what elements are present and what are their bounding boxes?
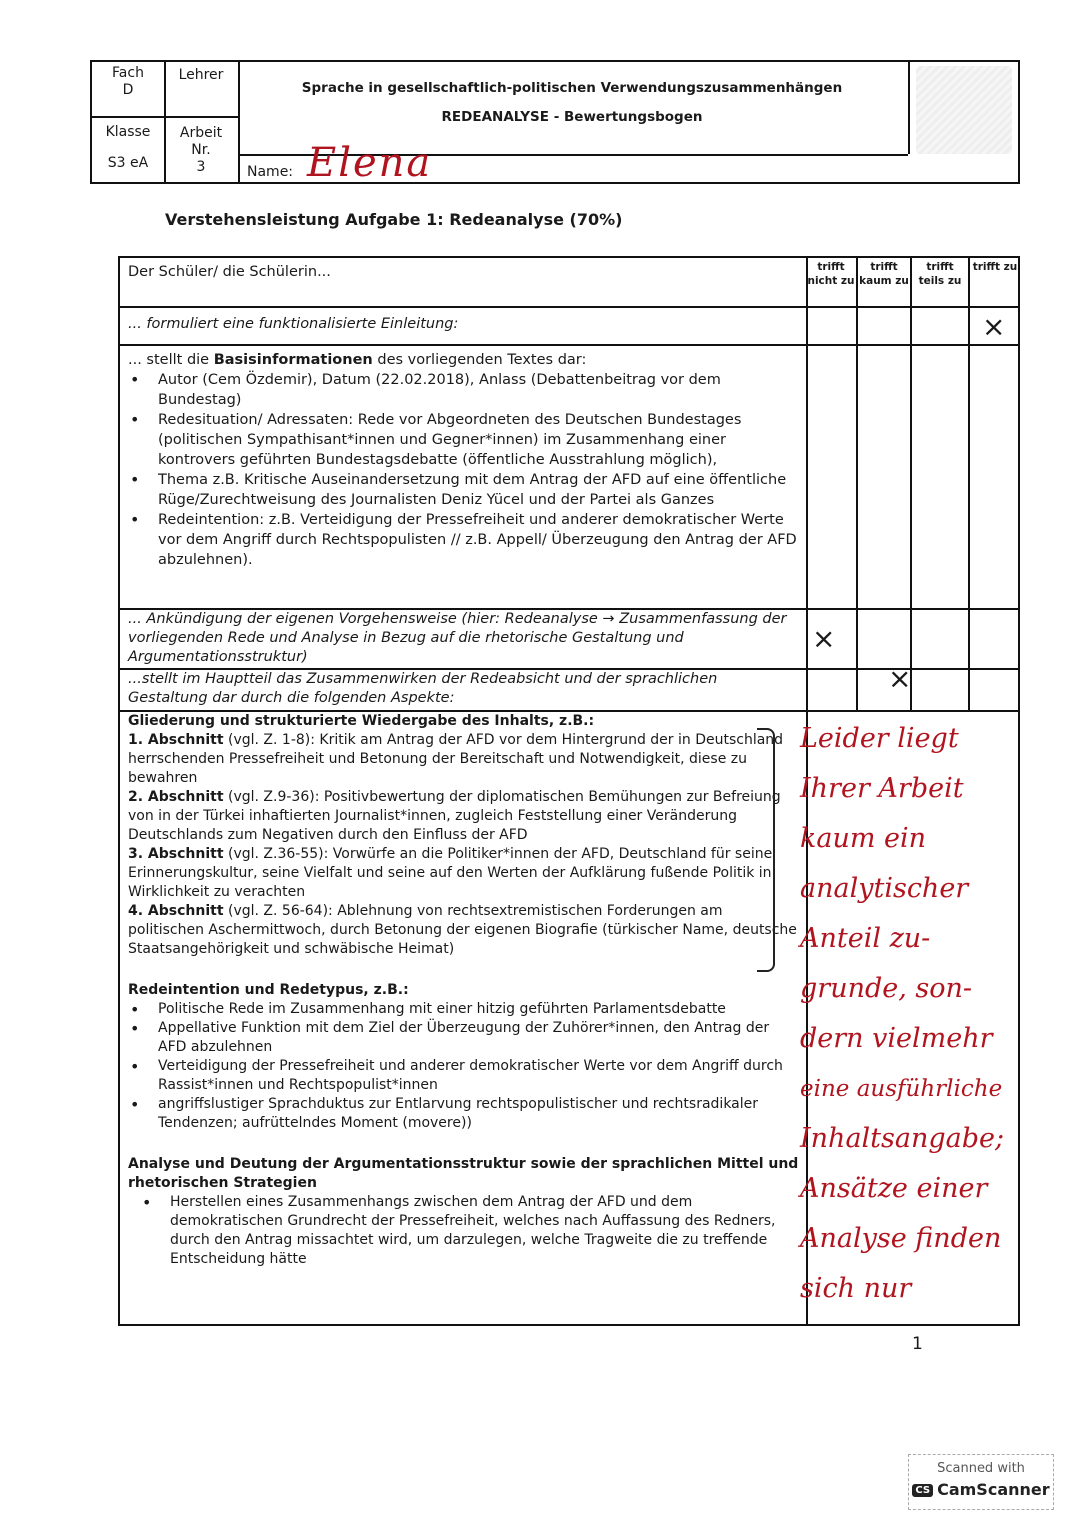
abschnitt-text: (vgl. Z. 1-8): Kritik am Antrag der AFD vor dem Hintergrund der in Deutschland herrschenden Pressefreiheit und Betonung der Bereitschaft und Notwendigkeit, diese zu bewahren <box>128 732 784 786</box>
lehrer-label: Lehrer <box>178 67 224 83</box>
fach-value: D <box>122 82 134 98</box>
basis-intro-bold: Basisinformationen <box>213 352 373 368</box>
list-item: • Appellative Funktion mit dem Ziel der Überzeugung der Zuhörer*innen, den Antrag der AFD abzulehnen <box>128 1019 800 1057</box>
row-aspekte <box>128 712 800 1269</box>
header-subtitle: REDEANALYSE - Bewertungsbogen <box>441 109 703 125</box>
list-item: • Autor (Cem Özdemir), Datum (22.02.2018), Anlass (Debattenbeitrag vor dem Bundestag) <box>128 370 800 410</box>
comment-line: Ihrer Arbeit <box>800 773 964 804</box>
abschnitt-item <box>128 731 800 788</box>
header-divider <box>908 62 910 154</box>
redeintention-list <box>128 1000 800 1133</box>
basis-intro <box>128 350 800 370</box>
col-trifft-kaum-zu: trifft kaum zu <box>859 261 909 287</box>
comment-line: Ansätze einer <box>800 1173 988 1204</box>
list-item: • Thema z.B. Kritische Auseinandersetzung mit dem Antrag der AFD auf eine öffentliche Rüge/Zurechtweisung des Journalisten Deniz Yücel und der Partei als Ganzes <box>128 470 800 510</box>
abschnitt-item <box>128 845 800 902</box>
table-head-text: Der Schüler/ die Schülerin... <box>128 264 331 280</box>
header-divider <box>238 62 240 182</box>
arbeit-value: 3 <box>196 159 206 175</box>
abschnitt-text: (vgl. Z. 56-64): Ablehnung von rechtsextremistischen Forderungen am politischen Aschermittwoch, durch Betonung der eigenen Biografie (türkischer Name, deutsche Staatsangehörigkeit und schwäbische Heimat) <box>128 903 797 957</box>
klasse-label: Klasse <box>105 124 151 140</box>
checkmark-x: × <box>812 622 836 655</box>
row-vorgehensweise: ... Ankündigung der eigenen Vorgehensweise (hier: Redeanalyse → Zusammenfassung der vorliegenden Rede und Analyse in Bezug auf die rhetorische Gestaltung und Argumentationsstruktur) <box>128 611 787 665</box>
lehrer-cell <box>164 67 238 84</box>
abschnitt-item <box>128 902 800 959</box>
comment-line: eine ausführliche <box>800 1076 1003 1102</box>
col-trifft-teils-zu: trifft teils zu <box>918 261 962 287</box>
abschnitt-text: (vgl. Z.36-55): Vorwürfe an die Politiker*innen der AFD, Deutschland für seine Erinnerungskultur, seine Vielfalt und seine auf den Werten der Aufklärung fußende Politik in Wirklichkeit zu verachten <box>128 846 773 900</box>
name-label: Name: <box>247 164 294 180</box>
klasse-cell <box>92 124 164 172</box>
row-basisinformationen <box>128 350 800 570</box>
handwritten-comment <box>800 714 1040 1314</box>
abschnitt-label: 3. Abschnitt <box>128 846 224 862</box>
abschnitt-text: (vgl. Z.9-36): Positivbewertung der diplomatischen Bemühungen zur Befreiung von in der Türkei inhaftierten Journalist*innen, zugleich Feststellung einer Veränderung Deutschlands zum Negativen durch den Einfluss der AFD <box>128 789 781 843</box>
header-divider <box>92 116 238 118</box>
list-item: • angriffslustiger Sprachduktus zur Entlarvung rechtspopulistischer und rechtsradikaler Tendenzen; aufrüttelndes Moment (movere)) <box>128 1095 800 1133</box>
fach-cell <box>92 65 164 99</box>
arbeit-label: Arbeit <box>179 125 223 141</box>
basis-bullet-list <box>128 370 800 570</box>
list-item: • Redeintention: z.B. Verteidigung der Pressefreiheit und anderer demokratischer Werte vor dem Angriff durch Rechtspopulisten // z.B. Appell/ Überzeugung den Antrag der AFD abzulehnen). <box>128 510 800 570</box>
scanner-brand-row <box>909 1480 1053 1499</box>
comment-line: Leider liegt <box>800 723 959 754</box>
nr-label: Nr. <box>191 142 211 158</box>
list-item: • Politische Rede im Zusammenhang mit einer hitzig geführten Parlamentsdebatte <box>128 1000 800 1019</box>
basis-intro-rest: des vorliegenden Textes dar: <box>372 352 587 368</box>
comment-line: grunde, son- <box>800 973 973 1004</box>
fach-label: Fach <box>112 65 144 81</box>
scanner-line1: Scanned with <box>937 1461 1025 1476</box>
camscanner-logo-icon: CS <box>912 1484 933 1497</box>
col-trifft-zu: trifft zu <box>972 261 1018 273</box>
comment-line: dern vielmehr <box>800 1023 993 1054</box>
bracket-mark <box>757 728 775 972</box>
column-divider <box>968 258 970 712</box>
row-divider <box>120 306 1020 308</box>
abschnitt-item <box>128 788 800 845</box>
header-table <box>90 60 1020 184</box>
section-title: Verstehensleistung Aufgabe 1: Redeanalyse (70%) <box>165 210 623 229</box>
list-item: • Verteidigung der Pressefreiheit und anderer demokratischer Werte vor dem Angriff durch Rassist*innen und Rechtspopulist*innen <box>128 1057 800 1095</box>
comment-line: sich nur <box>800 1273 912 1304</box>
row-hauptteil: ...stellt im Hauptteil das Zusammenwirken der Redeabsicht und der sprachlichen Gestaltung dar durch die folgenden Aspekte: <box>128 671 718 706</box>
abschnitt-label: 4. Abschnitt <box>128 903 224 919</box>
gliederung-heading: Gliederung und strukturierte Wiedergabe des Inhalts, z.B.: <box>128 713 595 729</box>
analyse-heading: Analyse und Deutung der Argumentationsstruktur sowie der sprachlichen Mittel und rhetorischen Strategien <box>128 1156 799 1191</box>
redeintention-heading: Redeintention und Redetypus, z.B.: <box>128 982 409 998</box>
column-divider <box>910 258 912 712</box>
arbeit-cell <box>164 125 238 176</box>
header-title: Sprache in gesellschaftlich-politischen Verwendungszusammenhängen <box>301 80 843 96</box>
analyse-list <box>128 1193 800 1269</box>
scanner-brand: CamScanner <box>937 1480 1050 1499</box>
abschnitt-label: 2. Abschnitt <box>128 789 224 805</box>
camscanner-watermark <box>908 1454 1054 1510</box>
column-divider <box>856 258 858 712</box>
student-name-signature: Elena <box>307 140 433 186</box>
list-item: • Redesituation/ Adressaten: Rede vor Abgeordneten des Deutschen Bundestages (politischen Sympathisant*innen und Gegner*innen) im Zusammenhang einer kontrovers geführten Bundestagsdebatte (öffentliche Ausstrahlung möglich), <box>128 410 800 470</box>
stamp-image <box>916 66 1012 154</box>
row-divider <box>120 344 1020 346</box>
abschnitt-label: 1. Abschnitt <box>128 732 224 748</box>
row-einleitung: ... formuliert eine funktionalisierte Einleitung: <box>128 316 459 332</box>
klasse-value: S3 eA <box>107 155 149 171</box>
page-number: 1 <box>912 1334 923 1354</box>
comment-line: Inhaltsangabe; <box>800 1123 1005 1154</box>
checkmark-x: × <box>982 310 1006 343</box>
comment-line: Analyse finden <box>800 1223 1002 1254</box>
checkmark-x: × <box>888 662 912 695</box>
col-trifft-nicht-zu: trifft nicht zu <box>807 261 855 287</box>
comment-line: kaum ein <box>800 823 927 854</box>
comment-line: analytischer <box>800 873 969 904</box>
comment-line: Anteil zu- <box>800 923 931 954</box>
list-item: • Herstellen eines Zusammenhangs zwischen dem Antrag der AFD und dem demokratischen Grundrecht der Pressefreiheit, welches nach Auffassung des Redners, durch den Antrag missachtet wird, um darzulegen, welche Tragweite die zu treffende Entscheidung hätte <box>140 1193 800 1269</box>
basis-intro-plain: ... stellt die <box>128 352 214 368</box>
